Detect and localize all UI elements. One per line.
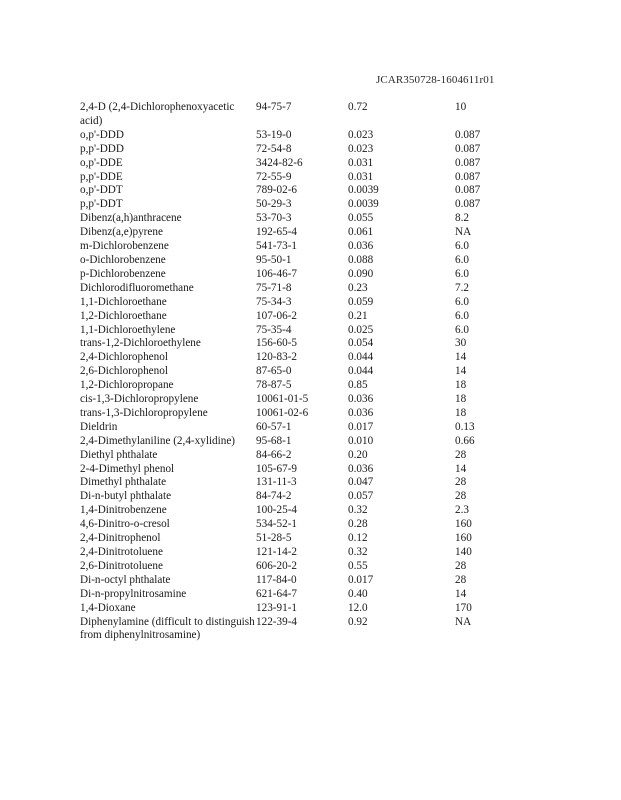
chemical-name-cell: o-Dichlorobenzene bbox=[80, 253, 166, 266]
value-column-2-cell: 6.0 bbox=[455, 295, 469, 308]
value-column-2-cell: 0.087 bbox=[455, 170, 481, 183]
table-row bbox=[80, 602, 580, 616]
cas-number-cell: 72-55-9 bbox=[256, 170, 292, 183]
cas-number-cell: 100-25-4 bbox=[256, 504, 298, 517]
value-column-1-cell: 0.090 bbox=[348, 267, 374, 280]
cas-number-cell: 789-02-6 bbox=[256, 184, 298, 197]
chemical-name-cell: Dichlorodifluoromethane bbox=[80, 281, 194, 294]
value-column-2-cell: 0.087 bbox=[455, 184, 481, 197]
value-column-1-cell: 0.036 bbox=[348, 462, 374, 475]
constituent-table bbox=[80, 101, 580, 643]
value-column-1-cell: 0.044 bbox=[348, 351, 374, 364]
cas-number-cell: 534-52-1 bbox=[256, 518, 298, 531]
value-column-1-cell: 0.036 bbox=[348, 406, 374, 419]
cas-number-cell: 60-57-1 bbox=[256, 420, 292, 433]
cas-number-cell: 87-65-0 bbox=[256, 365, 292, 378]
cas-number-cell: 606-20-2 bbox=[256, 559, 298, 572]
value-column-2-cell: 8.2 bbox=[455, 212, 469, 225]
table-row bbox=[80, 574, 580, 588]
cas-number-cell: 50-29-3 bbox=[256, 198, 292, 211]
chemical-name-cell: 2,4-Dimethylaniline (2,4-xylidine) bbox=[80, 434, 236, 447]
value-column-2-cell: 28 bbox=[455, 448, 467, 461]
value-column-2-cell: 0.087 bbox=[455, 142, 481, 155]
value-column-2-cell: 7.2 bbox=[455, 281, 469, 294]
cas-number-cell: 156-60-5 bbox=[256, 337, 298, 350]
cas-number-cell: 10061-01-5 bbox=[256, 393, 309, 406]
value-column-1-cell: 0.0039 bbox=[348, 184, 379, 197]
table-row bbox=[80, 463, 580, 477]
value-column-1-cell: 0.061 bbox=[348, 226, 374, 239]
table-row bbox=[80, 143, 580, 157]
value-column-2-cell: 0.087 bbox=[455, 128, 481, 141]
table-row bbox=[80, 129, 580, 143]
table-row bbox=[80, 379, 580, 393]
value-column-2-cell: 18 bbox=[455, 379, 467, 392]
value-column-2-cell: 18 bbox=[455, 393, 467, 406]
table-row bbox=[80, 616, 580, 644]
value-column-2-cell: 170 bbox=[455, 601, 472, 614]
table-row bbox=[80, 212, 580, 226]
value-column-1-cell: 0.72 bbox=[348, 101, 368, 113]
chemical-name-cell: Dibenz(a,e)pyrene bbox=[80, 226, 163, 239]
table-row bbox=[80, 324, 580, 338]
cas-number-cell: 541-73-1 bbox=[256, 240, 298, 253]
chemical-name-cell: Di-n-propylnitrosamine bbox=[80, 587, 187, 600]
chemical-name-cell: 2-4-Dimethyl phenol bbox=[80, 462, 175, 475]
value-column-1-cell: 0.025 bbox=[348, 323, 374, 336]
value-column-1-cell: 0.057 bbox=[348, 490, 374, 503]
cas-number-cell: 120-83-2 bbox=[256, 351, 298, 364]
table-row bbox=[80, 337, 580, 351]
table-row bbox=[80, 226, 580, 240]
value-column-2-cell: 0.13 bbox=[455, 420, 475, 433]
table-row bbox=[80, 435, 580, 449]
table-row bbox=[80, 490, 580, 504]
table-row bbox=[80, 101, 580, 129]
value-column-2-cell: 14 bbox=[455, 462, 467, 475]
chemical-name-cell: 2,4-Dinitrophenol bbox=[80, 532, 161, 545]
value-column-2-cell: 10 bbox=[455, 101, 467, 113]
cas-number-cell: 121-14-2 bbox=[256, 546, 298, 558]
value-column-1-cell: 0.40 bbox=[348, 587, 368, 600]
value-column-2-cell: 28 bbox=[455, 490, 467, 503]
table-row bbox=[80, 407, 580, 421]
cas-number-cell: 621-64-7 bbox=[256, 587, 298, 600]
value-column-1-cell: 0.32 bbox=[348, 504, 368, 517]
value-column-2-cell: 160 bbox=[455, 518, 472, 531]
value-column-2-cell: 2.3 bbox=[455, 504, 469, 517]
chemical-name-cell: p-Dichlorobenzene bbox=[80, 267, 166, 280]
cas-number-cell: 75-35-4 bbox=[256, 323, 292, 336]
table-row bbox=[80, 476, 580, 490]
value-column-2-cell: 140 bbox=[455, 546, 472, 558]
chemical-name-cell: Dieldrin bbox=[80, 420, 118, 433]
table-row bbox=[80, 240, 580, 254]
value-column-1-cell: 0.28 bbox=[348, 518, 368, 531]
value-column-1-cell: 0.017 bbox=[348, 573, 374, 586]
value-column-1-cell: 12.0 bbox=[348, 601, 368, 614]
value-column-1-cell: 0.55 bbox=[348, 559, 368, 572]
cas-number-cell: 117-84-0 bbox=[256, 573, 297, 586]
table-row bbox=[80, 268, 580, 282]
chemical-name-cell: trans-1,2-Dichloroethylene bbox=[80, 337, 201, 350]
value-column-1-cell: 0.010 bbox=[348, 434, 374, 447]
chemical-name-cell: Diethyl phthalate bbox=[80, 448, 158, 461]
cas-number-cell: 75-34-3 bbox=[256, 295, 292, 308]
value-column-1-cell: 0.85 bbox=[348, 379, 368, 392]
value-column-2-cell: 0.087 bbox=[455, 156, 481, 169]
value-column-1-cell: 0.059 bbox=[348, 295, 374, 308]
chemical-name-cell: Di-n-butyl phthalate bbox=[80, 490, 172, 503]
value-column-2-cell: 6.0 bbox=[455, 267, 469, 280]
value-column-1-cell: 0.23 bbox=[348, 281, 368, 294]
value-column-2-cell: 6.0 bbox=[455, 240, 469, 253]
value-column-2-cell: 30 bbox=[455, 337, 467, 350]
value-column-1-cell: 0.20 bbox=[348, 448, 368, 461]
table-row bbox=[80, 282, 580, 296]
cas-number-cell: 192-65-4 bbox=[256, 226, 298, 239]
chemical-name-cell: o,p'-DDT bbox=[80, 184, 123, 197]
chemical-name-cell: 1,2-Dichloropropane bbox=[80, 379, 174, 392]
table-row bbox=[80, 254, 580, 268]
cas-number-cell: 51-28-5 bbox=[256, 532, 292, 545]
chemical-name-cell: 1,4-Dioxane bbox=[80, 601, 136, 614]
cas-number-cell: 131-11-3 bbox=[256, 476, 297, 489]
value-column-1-cell: 0.055 bbox=[348, 212, 374, 225]
chemical-name-cell: 1,2-Dichloroethane bbox=[80, 309, 167, 322]
chemical-name-cell: Dimethyl phthalate bbox=[80, 476, 167, 489]
chemical-name-cell: Di-n-octyl phthalate bbox=[80, 573, 171, 586]
value-column-1-cell: 0.12 bbox=[348, 532, 368, 545]
chemical-name-cell: 4,6-Dinitro-o-cresol bbox=[80, 518, 170, 531]
chemical-name-cell: 2,6-Dinitrotoluene bbox=[80, 559, 163, 572]
table-body bbox=[80, 101, 580, 643]
value-column-2-cell: 28 bbox=[455, 573, 467, 586]
value-column-1-cell: 0.21 bbox=[348, 309, 368, 322]
table-row bbox=[80, 365, 580, 379]
chemical-name-cell: p,p'-DDD bbox=[80, 142, 124, 155]
value-column-2-cell: 28 bbox=[455, 476, 467, 489]
chemical-name-cell: cis-1,3-Dichloropropylene bbox=[80, 393, 199, 406]
cas-number-cell: 10061-02-6 bbox=[256, 406, 309, 419]
value-column-1-cell: 0.088 bbox=[348, 253, 374, 266]
value-column-1-cell: 0.036 bbox=[348, 240, 374, 253]
chemical-name-cell: o,p'-DDE bbox=[80, 156, 123, 169]
table-row bbox=[80, 310, 580, 324]
cas-number-cell: 3424-82-6 bbox=[256, 156, 303, 169]
value-column-1-cell: 0.036 bbox=[348, 393, 374, 406]
cas-number-cell: 94-75-7 bbox=[256, 101, 292, 113]
value-column-2-cell: 0.087 bbox=[455, 198, 481, 211]
document-id: JCAR350728-1604611r01 bbox=[376, 74, 495, 86]
chemical-name-cell: o,p'-DDD bbox=[80, 128, 124, 141]
value-column-1-cell: 0.92 bbox=[348, 615, 368, 628]
chemical-name-cell: Dibenz(a,h)anthracene bbox=[80, 212, 182, 225]
value-column-2-cell: 0.66 bbox=[455, 434, 475, 447]
value-column-2-cell: 6.0 bbox=[455, 253, 469, 266]
value-column-2-cell: NA bbox=[455, 615, 472, 628]
table-row bbox=[80, 296, 580, 310]
value-column-2-cell: 14 bbox=[455, 587, 467, 600]
cas-number-cell: 53-19-0 bbox=[256, 128, 292, 141]
chemical-name-cell: p,p'-DDT bbox=[80, 198, 123, 211]
table-row bbox=[80, 393, 580, 407]
cas-number-cell: 95-68-1 bbox=[256, 434, 292, 447]
chemical-name-cell: m-Dichlorobenzene bbox=[80, 240, 169, 253]
chemical-name-cell: 2,4-D (2,4-Dichlorophenoxyacetic acid) bbox=[80, 101, 235, 127]
table-row bbox=[80, 157, 580, 171]
cas-number-cell: 106-46-7 bbox=[256, 267, 298, 280]
value-column-1-cell: 0.023 bbox=[348, 128, 374, 141]
cas-number-cell: 78-87-5 bbox=[256, 379, 292, 392]
table-row bbox=[80, 504, 580, 518]
chemical-name-cell: trans-1,3-Dichloropropylene bbox=[80, 406, 208, 419]
chemical-name-cell: 2,4-Dichlorophenol bbox=[80, 351, 168, 364]
cas-number-cell: 72-54-8 bbox=[256, 142, 292, 155]
value-column-2-cell: NA bbox=[455, 226, 472, 239]
cas-number-cell: 53-70-3 bbox=[256, 212, 292, 225]
cas-number-cell: 107-06-2 bbox=[256, 309, 298, 322]
value-column-1-cell: 0.047 bbox=[348, 476, 374, 489]
table-row bbox=[80, 449, 580, 463]
chemical-name-cell: Diphenylamine (difficult to distinguish from diphenylnitrosamine) bbox=[80, 615, 255, 642]
chemical-name-cell: 1,1-Dichloroethane bbox=[80, 295, 167, 308]
value-column-2-cell: 14 bbox=[455, 351, 467, 364]
chemical-name-cell: 2,4-Dinitrotoluene bbox=[80, 546, 163, 558]
value-column-2-cell: 18 bbox=[455, 406, 467, 419]
table-row bbox=[80, 588, 580, 602]
table-row bbox=[80, 184, 580, 198]
cas-number-cell: 123-91-1 bbox=[256, 601, 298, 614]
value-column-1-cell: 0.0039 bbox=[348, 198, 379, 211]
chemical-name-cell: 1,1-Dichloroethylene bbox=[80, 323, 176, 336]
cas-number-cell: 95-50-1 bbox=[256, 253, 292, 266]
cas-number-cell: 84-66-2 bbox=[256, 448, 292, 461]
value-column-2-cell: 6.0 bbox=[455, 309, 469, 322]
value-column-2-cell: 160 bbox=[455, 532, 472, 545]
value-column-1-cell: 0.32 bbox=[348, 546, 368, 558]
table-row bbox=[80, 351, 580, 365]
table-row bbox=[80, 532, 580, 546]
value-column-1-cell: 0.044 bbox=[348, 365, 374, 378]
cas-number-cell: 122-39-4 bbox=[256, 615, 298, 628]
table-row bbox=[80, 171, 580, 185]
cas-number-cell: 75-71-8 bbox=[256, 281, 292, 294]
table-row bbox=[80, 198, 580, 212]
value-column-1-cell: 0.054 bbox=[348, 337, 374, 350]
chemical-name-cell: 1,4-Dinitrobenzene bbox=[80, 504, 167, 517]
chemical-name-cell: p,p'-DDE bbox=[80, 170, 123, 183]
chemical-name-cell: 2,6-Dichlorophenol bbox=[80, 365, 168, 378]
value-column-1-cell: 0.031 bbox=[348, 156, 374, 169]
table-row bbox=[80, 546, 580, 560]
value-column-1-cell: 0.031 bbox=[348, 170, 374, 183]
table-row bbox=[80, 518, 580, 532]
table-row bbox=[80, 560, 580, 574]
value-column-1-cell: 0.023 bbox=[348, 142, 374, 155]
table-row bbox=[80, 421, 580, 435]
value-column-2-cell: 28 bbox=[455, 559, 467, 572]
value-column-1-cell: 0.017 bbox=[348, 420, 374, 433]
value-column-2-cell: 14 bbox=[455, 365, 467, 378]
cas-number-cell: 105-67-9 bbox=[256, 462, 298, 475]
value-column-2-cell: 6.0 bbox=[455, 323, 469, 336]
cas-number-cell: 84-74-2 bbox=[256, 490, 292, 503]
